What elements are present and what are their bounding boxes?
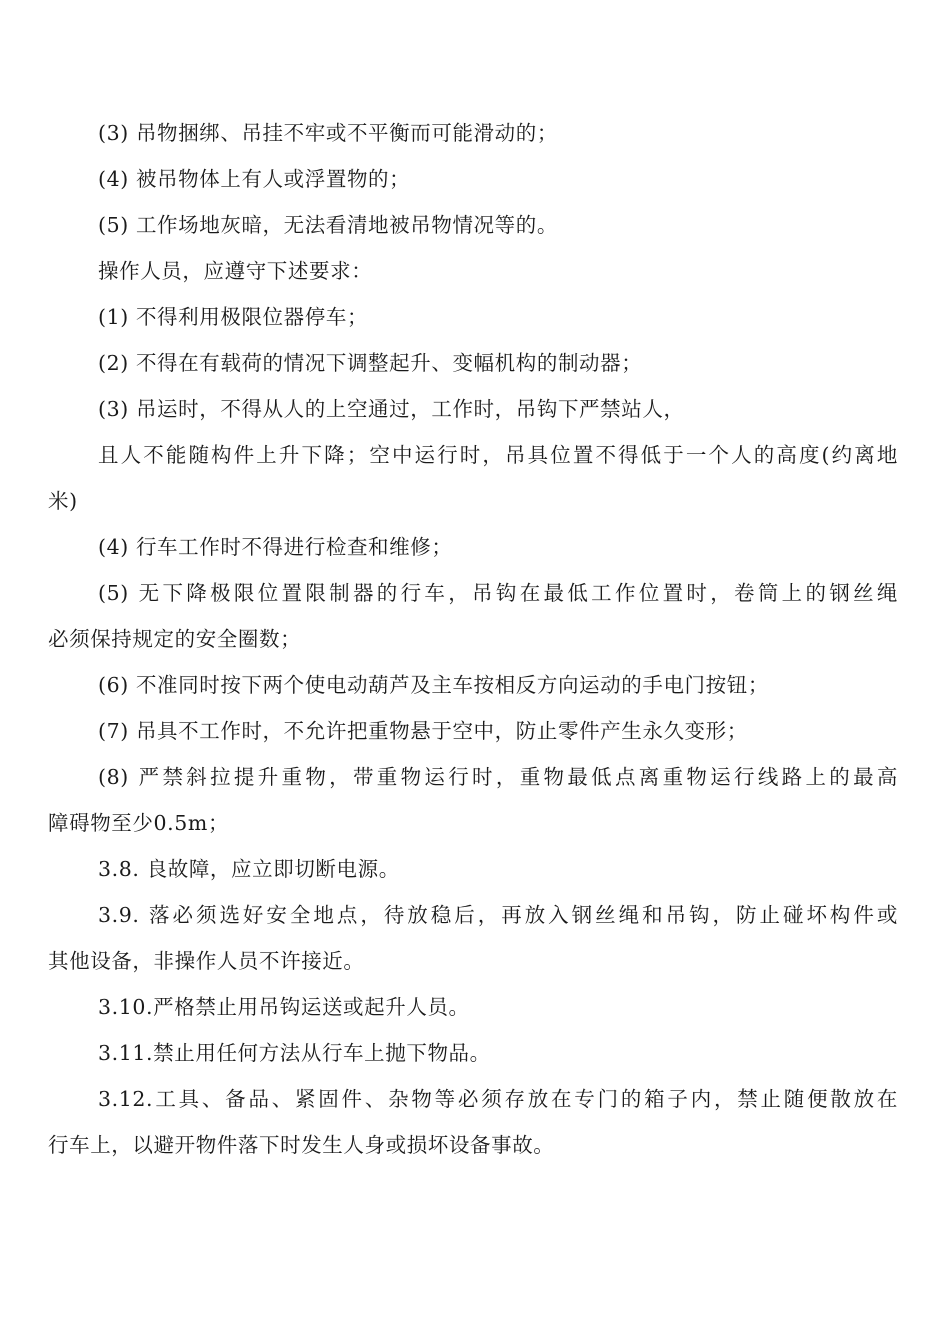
text-line: (2) 不得在有载荷的情况下调整起升、变幅机构的制动器；: [98, 351, 643, 375]
text-line: (7) 吊具不工作时，不允许把重物悬于空中，防止零件产生永久变形；: [98, 719, 748, 743]
text-line: (5) 工作场地灰暗，无法看清地被吊物情况等的。: [98, 213, 558, 237]
text-line: (1) 不得利用极限位器停车；: [98, 305, 369, 329]
text-line: 3.10.严格禁止用吊钩运送或起升人员。: [98, 995, 470, 1019]
text-line: 3.8. 良故障，应立即切断电源。: [98, 857, 400, 881]
text-line: 其他设备，非操作人员不许接近。: [48, 949, 365, 973]
text-line: 米): [48, 489, 78, 513]
text-line: (4) 行车工作时不得进行检查和维修；: [98, 535, 453, 559]
text-line: 3.11.禁止用任何方法从行车上抛下物品。: [98, 1041, 491, 1065]
text-line: 障碍物至少0.5m；: [48, 811, 230, 835]
text-line: 操作人员，应遵守下述要求：: [98, 259, 373, 283]
text-line: 3.12.工具、备品、紧固件、杂物等必须存放在专门的箱子内，禁止随便散放在: [98, 1087, 898, 1111]
text-line: (3) 吊运时，不得从人的上空通过，工作时，吊钩下严禁站人，: [98, 397, 685, 421]
text-line: (3) 吊物捆绑、吊挂不牢或不平衡而可能滑动的；: [98, 121, 558, 145]
text-line: (8) 严禁斜拉提升重物，带重物运行时，重物最低点离重物运行线路上的最高: [98, 765, 898, 789]
text-line: (6) 不准同时按下两个使电动葫芦及主车按相反方向运动的手电门按钮；: [98, 673, 769, 697]
text-line: 行车上，以避开物件落下时发生人身或损坏设备事故。: [48, 1133, 555, 1157]
text-line: (4) 被吊物体上有人或浮置物的；: [98, 167, 411, 191]
text-line: 3.9. 落必须选好安全地点，待放稳后，再放入钢丝绳和吊钩，防止碰坏构件或: [98, 903, 898, 927]
text-line: (5) 无下降极限位置限制器的行车，吊钩在最低工作位置时，卷筒上的钢丝绳: [98, 581, 898, 605]
text-line: 必须保持规定的安全圈数；: [48, 627, 302, 651]
text-line: 且人不能随构件上升下降；空中运行时，吊具位置不得低于一个人的高度(约离地: [98, 443, 898, 467]
